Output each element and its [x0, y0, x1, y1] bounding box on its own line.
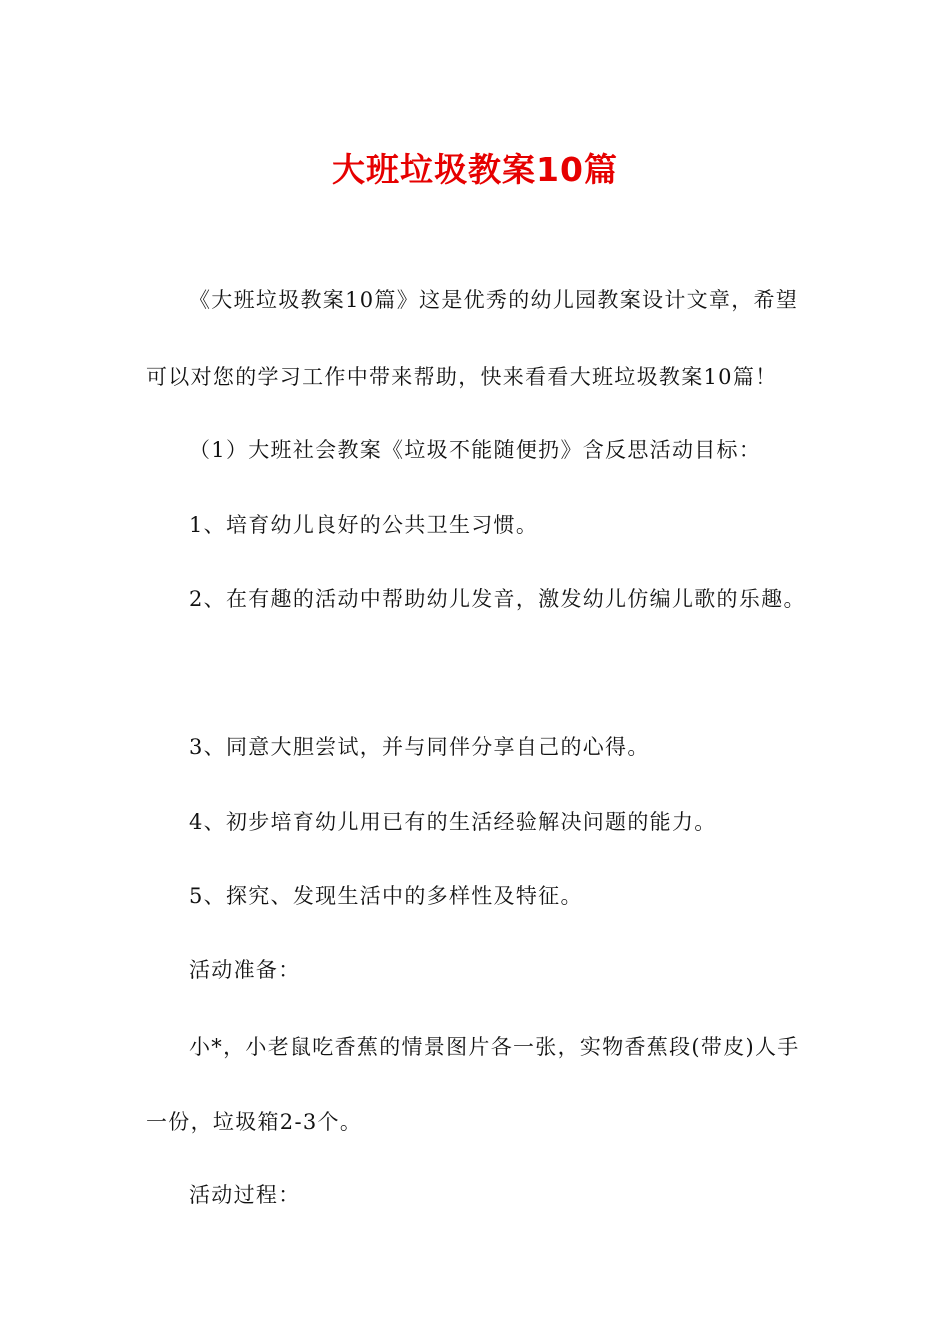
goal-item-4: 4、初步培育幼儿用已有的生活经验解决问题的能力。: [189, 810, 717, 834]
section-heading-1: （1）大班社会教案《垃圾不能随便扔》含反思活动目标：: [189, 438, 762, 462]
goal-item-5: 5、探究、发现生活中的多样性及特征。: [189, 884, 583, 908]
document-title: 大班垃圾教案10篇: [332, 150, 618, 189]
paragraph-intro-line-2: 可以对您的学习工作中带来帮助，快来看看大班垃圾教案10篇！: [146, 365, 778, 389]
process-heading: 活动过程：: [189, 1183, 301, 1207]
preparation-text-line-1: 小*，小老鼠吃香蕉的情景图片各一张，实物香蕉段(带皮)人手: [189, 1035, 800, 1059]
goal-item-2: 2、在有趣的活动中帮助幼儿发音，激发幼儿仿编儿歌的乐趣。: [189, 587, 806, 611]
paragraph-intro-line-1: 《大班垃圾教案10篇》这是优秀的幼儿园教案设计文章，希望: [189, 288, 799, 312]
goal-item-3: 3、同意大胆尝试，并与同伴分享自己的心得。: [189, 735, 650, 759]
goal-item-1: 1、培育幼儿良好的公共卫生习惯。: [189, 513, 539, 537]
preparation-heading: 活动准备：: [189, 958, 301, 982]
preparation-text-line-2: 一份，垃圾箱2-3个。: [146, 1110, 363, 1134]
